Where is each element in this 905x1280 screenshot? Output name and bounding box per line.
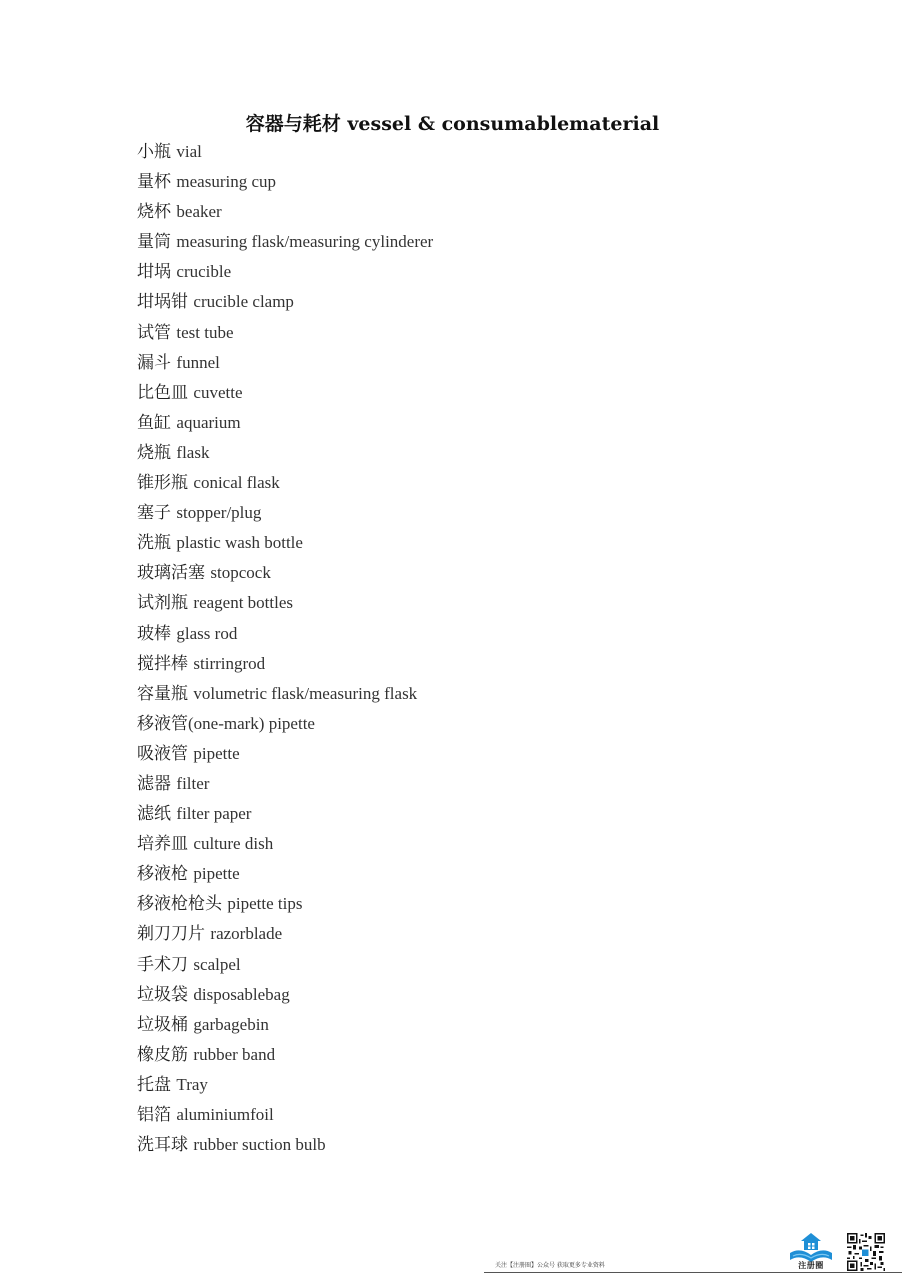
vocab-english-term: volumetric flask/measuring flask: [193, 683, 418, 703]
vocab-item: [137, 350, 433, 380]
vocab-item: [137, 139, 433, 169]
vocab-english-term: pipette tips: [227, 894, 303, 914]
vocab-chinese-term: 锥形瓶: [137, 473, 188, 494]
vocab-item: [137, 259, 433, 289]
vocab-english-term: filter paper: [176, 804, 252, 824]
vocab-english-term: flask: [176, 442, 210, 462]
vocab-item: [137, 861, 433, 891]
vocab-chinese-term: 搅拌棒: [137, 653, 188, 674]
vocab-chinese-term: 移液枪枪头: [137, 894, 222, 915]
page-footer: [0, 1225, 905, 1280]
vocab-chinese-term: 剃刀刀片: [137, 924, 205, 945]
vocab-item: [137, 621, 433, 651]
vocab-chinese-term: 铝箔: [137, 1105, 171, 1125]
vocab-english-term: reagent bottles: [193, 593, 294, 613]
vocab-item: [137, 289, 433, 319]
vocab-chinese-term: 漏斗: [137, 352, 171, 373]
vocab-item: [137, 199, 433, 229]
vocab-item: [137, 982, 433, 1012]
vocab-chinese-term: 吸液管: [137, 743, 188, 764]
vocab-item: [137, 440, 433, 470]
vocab-english-term: beaker: [176, 202, 222, 222]
vocab-item: [137, 1072, 433, 1102]
vocabulary-list: [137, 139, 433, 1162]
vocab-chinese-term: 容量瓶: [137, 683, 188, 704]
vocab-item: [137, 530, 433, 560]
vocab-english-term: aluminiumfoil: [176, 1105, 274, 1124]
vocab-english-term: aquarium: [176, 412, 241, 432]
footer-note: 关注【注册圈】公众号 获取更多专业资料: [495, 1262, 605, 1269]
vocab-item: [137, 741, 433, 771]
vocab-english-term: crucible: [176, 262, 232, 282]
vocab-english-term: stopcock: [210, 563, 271, 583]
vocab-chinese-term: 坩埚: [137, 262, 171, 283]
vocab-chinese-term: 垃圾桶: [137, 1014, 188, 1035]
logo-text: 注册圈: [798, 1261, 824, 1270]
vocab-item: [137, 320, 433, 350]
vocab-item: [137, 801, 433, 831]
vocab-chinese-term: 滤纸: [137, 804, 171, 825]
vocab-item: [137, 229, 433, 259]
vocab-item: [137, 560, 433, 590]
vocab-english-term: rubber band: [193, 1044, 276, 1064]
vocab-item: [137, 1102, 433, 1132]
vocab-chinese-term: 洗耳球: [137, 1135, 188, 1156]
vocab-chinese-term: 手术刀: [137, 954, 188, 975]
qr-code-icon: [847, 1233, 885, 1271]
vocab-item: [137, 831, 433, 861]
vocab-item: [137, 380, 433, 410]
vocab-item: [137, 952, 433, 982]
vocab-chinese-term: 量筒: [137, 232, 171, 253]
vocab-item: [137, 681, 433, 711]
vocab-english-term: cuvette: [193, 382, 243, 402]
vocab-english-term: razorblade: [210, 924, 283, 944]
vocab-english-term: plastic wash bottle: [176, 533, 303, 553]
vocab-chinese-term: 移液枪: [137, 864, 188, 885]
vocab-chinese-term: 塞子: [137, 503, 171, 524]
vocab-english-term: measuring cup: [176, 172, 277, 192]
vocab-english-term: crucible clamp: [193, 292, 294, 312]
vocab-chinese-term: 试剂瓶: [137, 593, 188, 614]
vocab-chinese-term: 滤器: [137, 773, 171, 794]
vocab-chinese-term: 坩埚钳: [137, 292, 188, 313]
vocab-item: [137, 651, 433, 681]
vocab-item: [137, 169, 433, 199]
vocab-english-term: glass rod: [176, 623, 238, 643]
vocab-chinese-term: 玻棒: [137, 623, 171, 644]
vocab-english-term: funnel: [176, 352, 220, 372]
vocab-english-term: measuring flask/measuring cylinderer: [176, 232, 434, 252]
vocab-chinese-term: 洗瓶: [137, 533, 171, 554]
vocab-english-term: scalpel: [193, 954, 241, 974]
vocab-chinese-term: 烧瓶: [137, 442, 171, 463]
vocab-chinese-term: 小瓶: [137, 142, 171, 162]
vocab-item: [137, 771, 433, 801]
vocab-item: [137, 1042, 433, 1072]
vocab-chinese-term: 玻璃活塞: [137, 563, 205, 584]
vocab-chinese-term: 垃圾袋: [137, 984, 188, 1005]
vocab-english-term: disposablebag: [193, 984, 290, 1004]
vocab-english-term: vial: [176, 142, 202, 161]
vocab-chinese-term: 移液管: [137, 713, 188, 734]
vocab-item: [137, 410, 433, 440]
vocab-english-term: pipette: [193, 743, 240, 763]
vocab-chinese-term: 培养皿: [137, 834, 188, 855]
vocab-english-term: (one-mark) pipette: [188, 713, 315, 733]
vocab-item: [137, 921, 433, 951]
vocab-english-term: garbagebin: [193, 1014, 269, 1034]
vocab-item: [137, 711, 433, 741]
vocab-item: [137, 590, 433, 620]
vocab-item: [137, 891, 433, 921]
vocab-chinese-term: 烧杯: [137, 202, 171, 223]
vocab-english-term: test tube: [176, 322, 234, 342]
vocab-chinese-term: 鱼缸: [137, 412, 171, 433]
vocab-english-term: rubber suction bulb: [193, 1135, 326, 1155]
vocab-item: [137, 500, 433, 530]
page-title: 容器与耗材 vessel & consumablematerial: [245, 113, 660, 135]
vocab-english-term: conical flask: [193, 473, 280, 493]
vocab-chinese-term: 比色皿: [137, 382, 188, 403]
footer-divider: [484, 1272, 902, 1273]
vocab-english-term: pipette: [193, 864, 240, 884]
vocab-english-term: filter: [176, 773, 210, 793]
vocab-english-term: stopper/plug: [176, 503, 262, 523]
vocab-chinese-term: 试管: [137, 322, 171, 343]
vocab-item: [137, 1012, 433, 1042]
vocab-english-term: stirringrod: [193, 653, 266, 673]
vocab-english-term: Tray: [176, 1074, 208, 1094]
vocab-chinese-term: 量杯: [137, 172, 171, 193]
vocab-chinese-term: 橡皮筋: [137, 1044, 188, 1065]
vocab-item: [137, 1132, 433, 1162]
vocab-chinese-term: 托盘: [137, 1074, 171, 1095]
vocab-item: [137, 470, 433, 500]
vocab-english-term: culture dish: [193, 834, 274, 854]
